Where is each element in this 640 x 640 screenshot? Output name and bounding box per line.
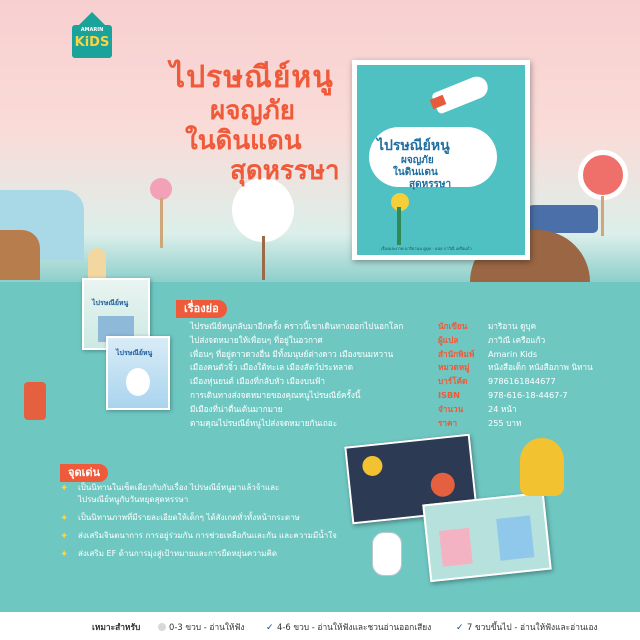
- planet-icon: [361, 455, 383, 477]
- related-book-1-title: ไปรษณีย์หนู: [92, 299, 129, 307]
- related-book-2: [106, 336, 170, 410]
- robot-icon: [24, 382, 46, 420]
- info-value: มาริอาน ดูบุค: [488, 321, 537, 331]
- sparkle-bullet-icon: ✦: [60, 549, 69, 560]
- highlight-line: เป็นนิทานในเซ็ตเดียวกับกับเรื่อง ไปรษณีย์หนูมาแล้วจ้าและ: [78, 483, 280, 492]
- age-recommendation-label: เหมาะสำหรับ: [92, 622, 141, 632]
- highlight-line: เป็นนิทานภาพที่มีรายละเอียดให้เด็กๆ ได้สังเกตทั่วทั้งหน้ากระดาษ: [78, 513, 300, 522]
- book-cover: [352, 60, 530, 260]
- lollipop-decoration: [150, 178, 172, 200]
- rocket-tower-decoration: [88, 248, 106, 278]
- info-label: ผู้แปล: [438, 334, 459, 345]
- info-row-barcode: [438, 375, 638, 389]
- highlight-item: [60, 548, 360, 560]
- age-option-text: 7 ขวบขึ้นไป - อ่านให้ฟังและอ่านเอง: [467, 622, 598, 632]
- info-row-price: [438, 417, 638, 431]
- building-icon: [496, 515, 534, 560]
- info-value: หนังสือเด็ก หนังสือภาพ นิทาน: [488, 362, 593, 373]
- synopsis-line: ไปรษณีย์หนูกลับมาอีกครั้ง คราวนี้เขาเดินทางออกไปนอกโลก: [190, 321, 404, 331]
- age-option-7-plus: [456, 620, 598, 634]
- book-title-line-1: ไปรษณีย์หนู: [170, 60, 334, 95]
- synopsis-line: ไปส่งจดหมายให้เพื่อนๆ ที่อยู่ในอวกาศ: [190, 334, 323, 345]
- info-row-category: [438, 361, 638, 375]
- highlight-line: ส่งเสริม EF ด้านการมุ่งสู่เป้าหมายและการยืดหยุ่นความคิด: [78, 549, 278, 558]
- info-row-publisher: [438, 348, 638, 362]
- related-book-2-title: ไปรษณีย์หนู: [116, 349, 153, 357]
- synopsis-line: ตามคุณไปรษณีย์หนูไปส่งจดหมายกันเถอะ: [190, 417, 338, 428]
- building-icon: [439, 528, 473, 567]
- info-row-author: [438, 320, 638, 334]
- train-decoration: [528, 205, 598, 233]
- checkmark-icon: ✓: [456, 623, 464, 633]
- highlight-item: [60, 482, 360, 506]
- logo-kids-text: KiDS: [74, 35, 110, 50]
- info-label: จำนวน: [438, 403, 464, 414]
- age-option-0-3: [158, 620, 245, 634]
- synopsis-text: [190, 320, 430, 430]
- highlight-line: ส่งเสริมจินตนาการ การอยู่ร่วมกัน การช่วยเหลือกันและกัน และความมีน้ำใจ: [78, 531, 337, 540]
- rock-decoration: [0, 230, 40, 280]
- info-label: หมวดหมู่: [438, 362, 470, 373]
- info-row-pages: [438, 403, 638, 417]
- planet-icon: [430, 472, 456, 498]
- rocket-icon: [431, 73, 491, 114]
- dinosaur-icon: [520, 438, 564, 496]
- highlights-heading: จุดเด่น: [60, 464, 108, 482]
- cover-authors: เรื่องและภาพ มาริอานน ดูบุค · แปล ภาวิณี เครือแก้ว: [381, 246, 472, 251]
- info-value: 255 บาท: [488, 417, 522, 428]
- synopsis-line: เมืองหุ่นยนต์ เมืองที่กลับหัว เมืองบนฟ้า: [190, 376, 325, 387]
- age-option-text: 0-3 ขวบ - อ่านให้ฟัง: [169, 622, 245, 632]
- sparkle-bullet-icon: ✦: [60, 531, 69, 542]
- synopsis-line: เมืองคนตัวจิ๋ว เมืองใต้ทะเล เมืองสัตว์ประหลาด: [190, 362, 354, 373]
- cover-title-line-1: ไปรษณีย์หนู: [377, 138, 450, 154]
- synopsis-line: มีเมืองที่น่าตื่นเต้นมากมาย: [190, 403, 283, 414]
- info-label: ราคา: [438, 417, 458, 428]
- book-title-line-3: ในดินแดน: [185, 126, 302, 156]
- amarin-kids-logo: [72, 12, 112, 58]
- info-label: ISBN: [438, 389, 461, 400]
- synopsis-line: เพื่อนๆ ที่อยู่ดาวดวงอื่น มีทั้งมนุษย์ต่างดาว เมืองขนมหวาน: [190, 348, 394, 359]
- cover-title-line-2: ผจญภัย: [401, 155, 434, 166]
- astronaut-mouse-icon: [372, 532, 402, 576]
- sparkle-bullet-icon: ✦: [60, 513, 69, 524]
- sparkle-bullet-icon: ✦: [60, 483, 69, 494]
- highlight-item: [60, 512, 360, 524]
- highlight-line: ไปรษณีย์หนูกับวันหยุดสุดหรรษา: [78, 495, 189, 504]
- balloon-icon: [126, 368, 150, 396]
- info-value: 978-616-18-4467-7: [488, 389, 568, 400]
- highlight-item: [60, 530, 360, 542]
- swirl-lollipop-decoration: [578, 150, 628, 200]
- age-option-text: 4-6 ขวบ - อ่านให้ฟังและชวนอ่านออกเสียง: [277, 622, 432, 632]
- book-title-line-4: สุดหรรษา: [230, 156, 340, 186]
- info-value: 9786161844677: [488, 376, 556, 387]
- logo-amarin-text: AMARIN: [80, 27, 104, 33]
- cover-title-line-4: สุดหรรษา: [409, 179, 452, 190]
- checkmark-icon: ✓: [266, 623, 274, 633]
- info-value: ภาวิณี เครือแก้ว: [488, 334, 546, 345]
- highlights-list: [60, 482, 360, 566]
- info-row-translator: [438, 334, 638, 348]
- book-info-table: [438, 320, 638, 430]
- synopsis-line: การเดินทางส่งจดหมายของคุณหนูไปรษณีย์ครั้งนี้: [190, 389, 361, 400]
- age-recommendation-bar: [0, 612, 640, 640]
- age-option-4-6: [266, 620, 431, 634]
- info-value: Amarin Kids: [488, 348, 538, 359]
- info-label: บาร์โค้ด: [438, 376, 468, 387]
- info-row-isbn: [438, 389, 638, 403]
- cover-title-line-3: ในดินแดน: [393, 167, 438, 178]
- synopsis-heading: เรื่องย่อ: [176, 300, 227, 318]
- info-label: นักเขียน: [438, 321, 468, 331]
- sample-spread-town: [422, 492, 551, 582]
- info-value: 24 หน้า: [488, 403, 517, 414]
- info-label: สำนักพิมพ์: [438, 348, 475, 359]
- book-title-line-2: ผจญภัย: [210, 96, 295, 126]
- unchecked-circle-icon: [158, 623, 166, 631]
